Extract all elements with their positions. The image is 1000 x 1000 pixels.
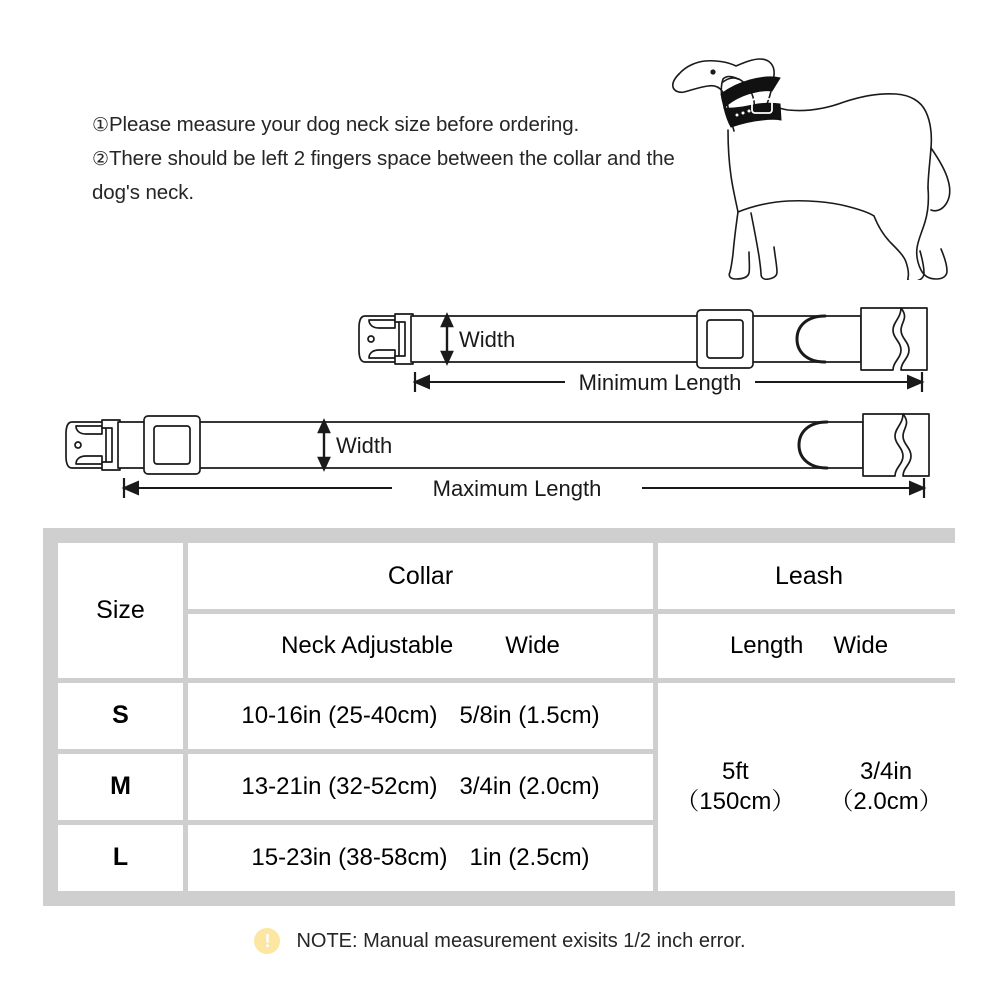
cell-size-s: S [58, 683, 183, 749]
dog-brow [723, 78, 738, 82]
subheader-leash [658, 614, 960, 678]
cell-collar-l [188, 825, 653, 891]
cell-leash-merged [658, 683, 960, 891]
leash-length-value [675, 757, 795, 817]
header-size: Size [58, 543, 183, 678]
subheader-leash-length: Length [729, 631, 804, 659]
min-buckle-hole [368, 336, 374, 342]
instruction-item-1 [92, 108, 682, 142]
leash-wide-primary: 3/4in [860, 757, 913, 785]
dog-front-leg-far [751, 213, 777, 279]
collar-diagram-minimum [355, 292, 935, 397]
instruction-marker-2: ② [92, 149, 109, 170]
subheader-collar [188, 614, 653, 678]
cell-collar-s [188, 683, 653, 749]
min-length-label: Minimum Length [578, 370, 742, 395]
collar-diagram-maximum [62, 398, 937, 503]
size-table-grid [53, 538, 965, 896]
max-male-buckle [863, 414, 903, 476]
table-header-row-1 [58, 543, 960, 609]
leash-length-metric: （150cm） [675, 787, 796, 815]
dog-hind-leg-near [917, 188, 947, 279]
min-width-label: Width [459, 327, 516, 352]
table-header-row-2 [58, 614, 960, 678]
max-width-label: Width [336, 433, 393, 458]
max-buckle-prong-top [76, 426, 102, 434]
dog-back-outline [679, 59, 931, 188]
dog-muzzle [673, 74, 728, 107]
max-buckle-prong-bottom [76, 456, 102, 464]
max-strap-band [118, 422, 863, 468]
max-buckle-hole [75, 442, 81, 448]
max-slider-inner [154, 426, 190, 464]
max-length-label: Maximum Length [432, 476, 602, 501]
dog-rear-thigh [931, 148, 950, 211]
cell-size-l: L [58, 825, 183, 891]
header-leash: Leash [658, 543, 960, 609]
instruction-marker-1: ① [92, 115, 109, 136]
exclamation-glyph: ! [264, 931, 271, 951]
max-male-buckle-tail [903, 414, 929, 476]
min-slider-inner [707, 320, 743, 358]
subheader-leash-wide: Wide [833, 631, 889, 659]
size-chart-table [43, 528, 955, 906]
leash-wide-value [829, 757, 942, 817]
instruction-text-1: Please measure your dog neck size before ordering. [108, 113, 580, 136]
dog-collar-hole-3 [748, 110, 751, 113]
cell-neck-l: 15-23in (38-58cm) [251, 843, 448, 871]
instructions-block [92, 108, 682, 210]
min-buckle-prong-bottom [369, 350, 395, 358]
dog-front-leg-near [729, 212, 749, 279]
subheader-neck-adjustable: Neck Adjustable [281, 631, 454, 659]
cell-wide-m: 3/4in (2.0cm) [459, 772, 600, 800]
header-collar: Collar [188, 543, 653, 609]
cell-collar-m [188, 754, 653, 820]
table-row [58, 683, 960, 749]
dog-belly [738, 201, 874, 216]
note-bar [0, 928, 1000, 954]
cell-wide-s: 5/8in (1.5cm) [459, 701, 600, 729]
note-text: NOTE: Manual measurement exisits 1/2 inch error. [296, 929, 746, 952]
instruction-item-2 [92, 142, 682, 210]
cell-size-m: M [58, 754, 183, 820]
subheader-collar-wide: Wide [505, 631, 560, 659]
dog-eye [710, 69, 715, 74]
min-dim-arrow-left [415, 376, 429, 388]
max-dim-arrow-right [910, 482, 924, 494]
cell-neck-s: 10-16in (25-40cm) [241, 701, 438, 729]
dog-collar-hole-1 [736, 114, 739, 117]
min-male-buckle-tail [901, 308, 927, 370]
dog-chest [728, 130, 738, 212]
instruction-text-2: There should be left 2 fingers space between the collar and the dog's neck. [92, 147, 675, 204]
min-male-buckle [861, 308, 901, 370]
dog-collar-hole-2 [742, 112, 745, 115]
min-buckle-prong-top [369, 320, 395, 328]
cell-wide-l: 1in (2.5cm) [469, 843, 590, 871]
leash-length-primary: 5ft [721, 757, 749, 785]
cell-neck-m: 13-21in (32-52cm) [241, 772, 438, 800]
exclamation-icon [254, 928, 280, 954]
dog-illustration [648, 30, 978, 280]
leash-wide-metric: （2.0cm） [829, 787, 943, 815]
min-dim-arrow-right [908, 376, 922, 388]
max-dim-arrow-left [124, 482, 138, 494]
